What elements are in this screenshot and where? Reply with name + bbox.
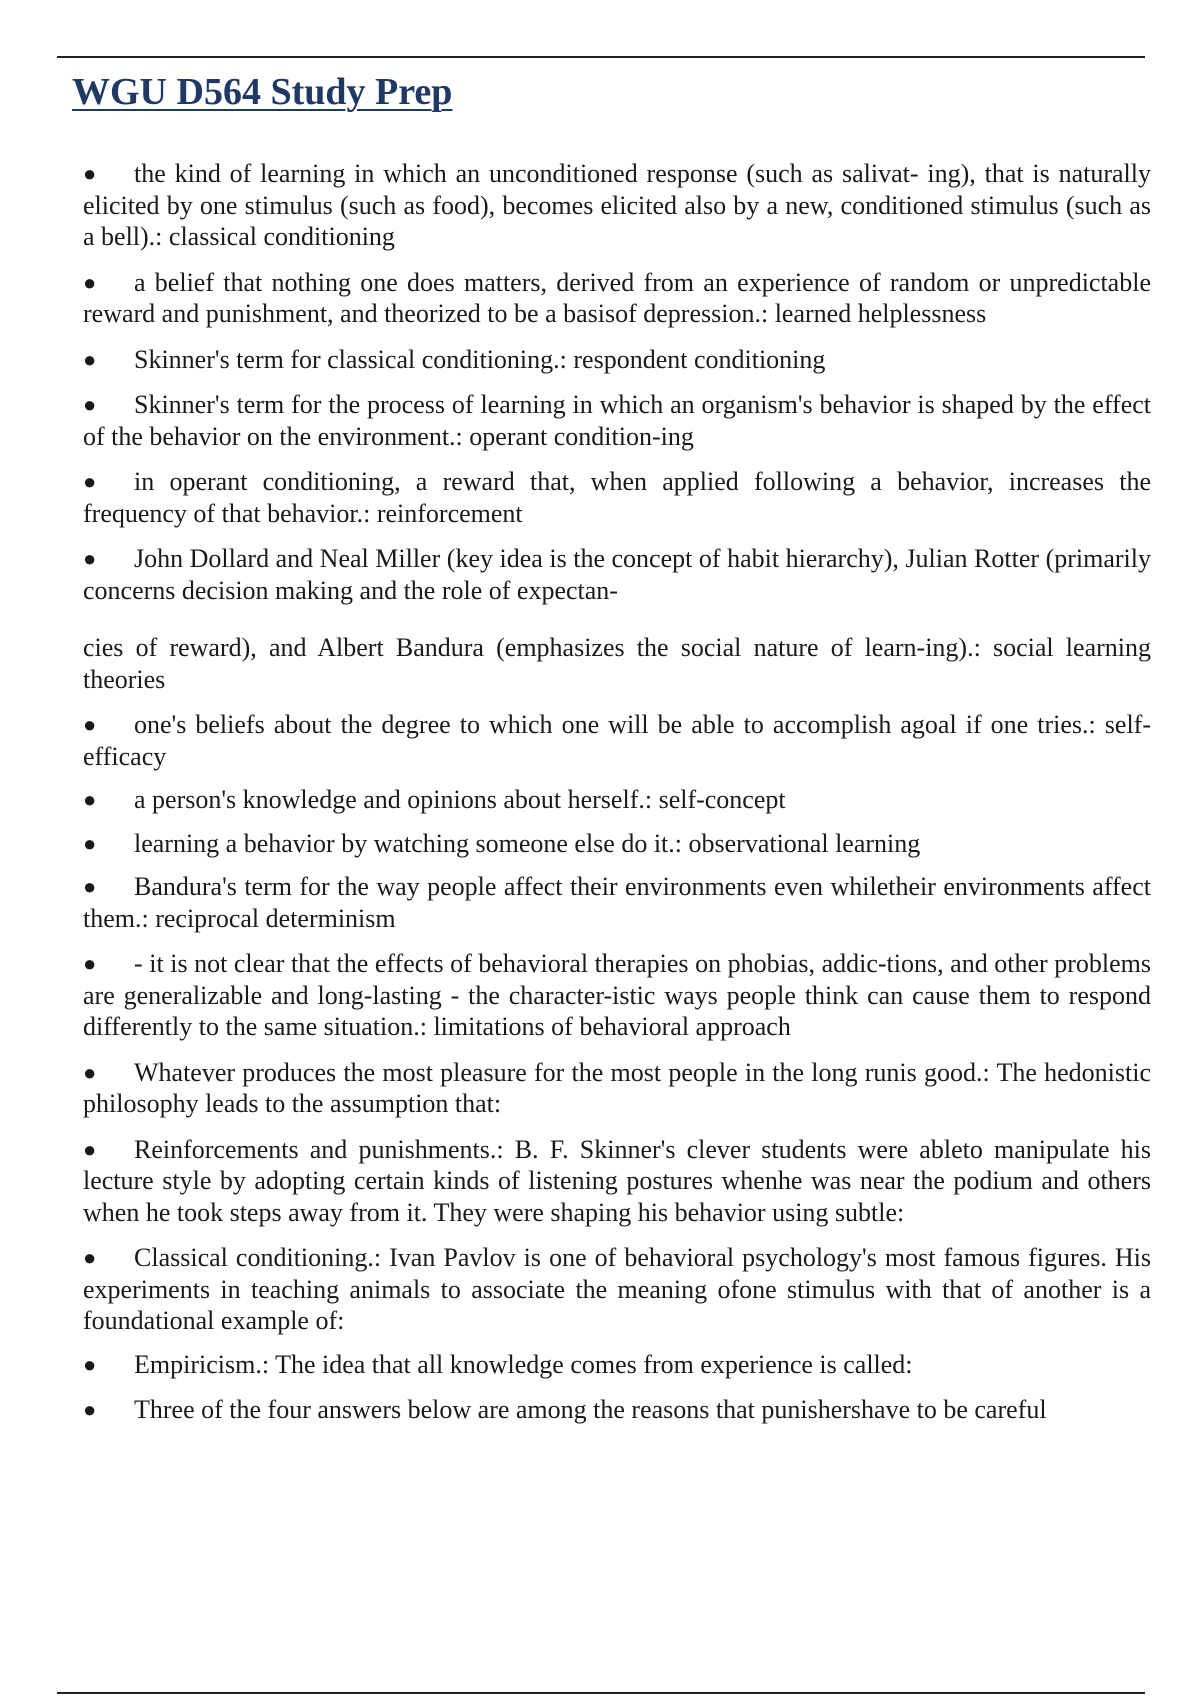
- bullet-icon: ●: [83, 951, 97, 976]
- list-item: [83, 828, 1151, 860]
- list-item: [83, 1242, 1151, 1337]
- bullet-icon: ●: [83, 1059, 97, 1085]
- bullet-icon: ●: [83, 269, 97, 295]
- list-item-text: in operant conditioning, a reward that, when applied following a behavior, increases the frequency of that behavior.: reinforcement: [83, 467, 1151, 528]
- page-title: WGU D564 Study Prep: [72, 71, 453, 113]
- bullet-icon: ●: [83, 1351, 97, 1377]
- list-item-text: Skinner's term for the process of learning in which an organism's behavior is shaped by the effect of the behavior on the environment.: operant condition-ing: [83, 390, 1151, 451]
- list-item-text: learning a behavior by watching someone else do it.: observational learning: [134, 828, 921, 858]
- list-item: [83, 543, 1151, 606]
- list-item: [83, 466, 1151, 529]
- bullet-icon: ●: [83, 830, 97, 856]
- bullet-icon: ●: [83, 1397, 97, 1422]
- list-item: [83, 1134, 1151, 1229]
- list-item-text: Skinner's term for classical conditioning.: respondent conditioning: [134, 344, 826, 374]
- bullet-icon: ●: [83, 1245, 97, 1270]
- list-item: [83, 1057, 1151, 1120]
- list-item: [83, 344, 1151, 376]
- bullet-list: [83, 158, 1151, 1426]
- list-item: [83, 709, 1151, 772]
- bottom-rule: [57, 1692, 1145, 1694]
- list-item: [83, 948, 1151, 1043]
- list-item: [83, 389, 1151, 452]
- bullet-icon: ●: [83, 346, 97, 372]
- list-item-text: John Dollard and Neal Miller (key idea is the concept of habit hierarchy), Julian Rotter (primarily concerns decision making and the role of expectan-: [83, 544, 1151, 605]
- list-item-continuation: [83, 632, 1151, 695]
- list-item-text: Empiricism.: The idea that all knowledge comes from experience is called:: [134, 1349, 913, 1379]
- bullet-icon: ●: [83, 469, 97, 494]
- list-item: [83, 784, 1151, 816]
- list-item-text: - it is not clear that the effects of behavioral therapies on phobias, addic-tions, and other problems are generalizable and long-lasting - the character-istic ways people think can cause them to respond differently to the same situation.: limitations of behavioral approach: [83, 949, 1151, 1041]
- list-item: [83, 1349, 1151, 1381]
- list-item-text: a belief that nothing one does matters, derived from an experience of random or unpredictable reward and punishment, and theorized to be a basisof depression.: learned helplessness: [83, 267, 1151, 328]
- bullet-icon: ●: [83, 392, 97, 417]
- list-item: [83, 158, 1151, 253]
- list-item-text: the kind of learning in which an unconditioned response (such as salivat- ing), that is naturally elicited by one stimulus (such as food), becomes elicited also by a new, conditioned stimulus (such as a bell).: classical conditioning: [83, 159, 1151, 251]
- bullet-icon: ●: [83, 787, 97, 812]
- bullet-icon: ●: [83, 1136, 97, 1162]
- list-item: [83, 1394, 1151, 1426]
- list-item-text: Classical conditioning.: Ivan Pavlov is one of behavioral psychology's most famous figures. His experiments in teaching animals to associate the meaning ofone stimulus with that of another is a foundational example of:: [83, 1243, 1151, 1335]
- list-item-text: Whatever produces the most pleasure for the most people in the long runis good.: The hedonistic philosophy leads to the assumption that:: [83, 1057, 1151, 1118]
- bullet-icon: ●: [83, 712, 97, 737]
- list-item-text: cies of reward), and Albert Bandura (emphasizes the social nature of learn-ing).: social learning theories: [83, 633, 1151, 694]
- bullet-icon: ●: [83, 161, 97, 186]
- top-rule: [57, 56, 1145, 58]
- list-item-text: Bandura's term for the way people affect their environments even whiletheir environments affect them.: reciprocal determinism: [83, 872, 1151, 933]
- bullet-icon: ●: [83, 546, 97, 571]
- list-item: [83, 871, 1151, 934]
- list-item-text: Three of the four answers below are among the reasons that punishershave to be careful: [134, 1395, 1047, 1424]
- list-item-text: a person's knowledge and opinions about herself.: self-concept: [134, 785, 786, 814]
- bullet-icon: ●: [83, 874, 97, 899]
- list-item-text: Reinforcements and punishments.: B. F. Skinner's clever students were ableto manipulate his lecture style by adopting certain kinds of listening postures whenhe was near the podium and others when he took steps away from it. They were shaping his behavior using subtle:: [83, 1134, 1151, 1227]
- list-item-text: one's beliefs about the degree to which one will be able to accomplish agoal if one tries.: self-efficacy: [83, 710, 1151, 771]
- list-item: [83, 267, 1151, 330]
